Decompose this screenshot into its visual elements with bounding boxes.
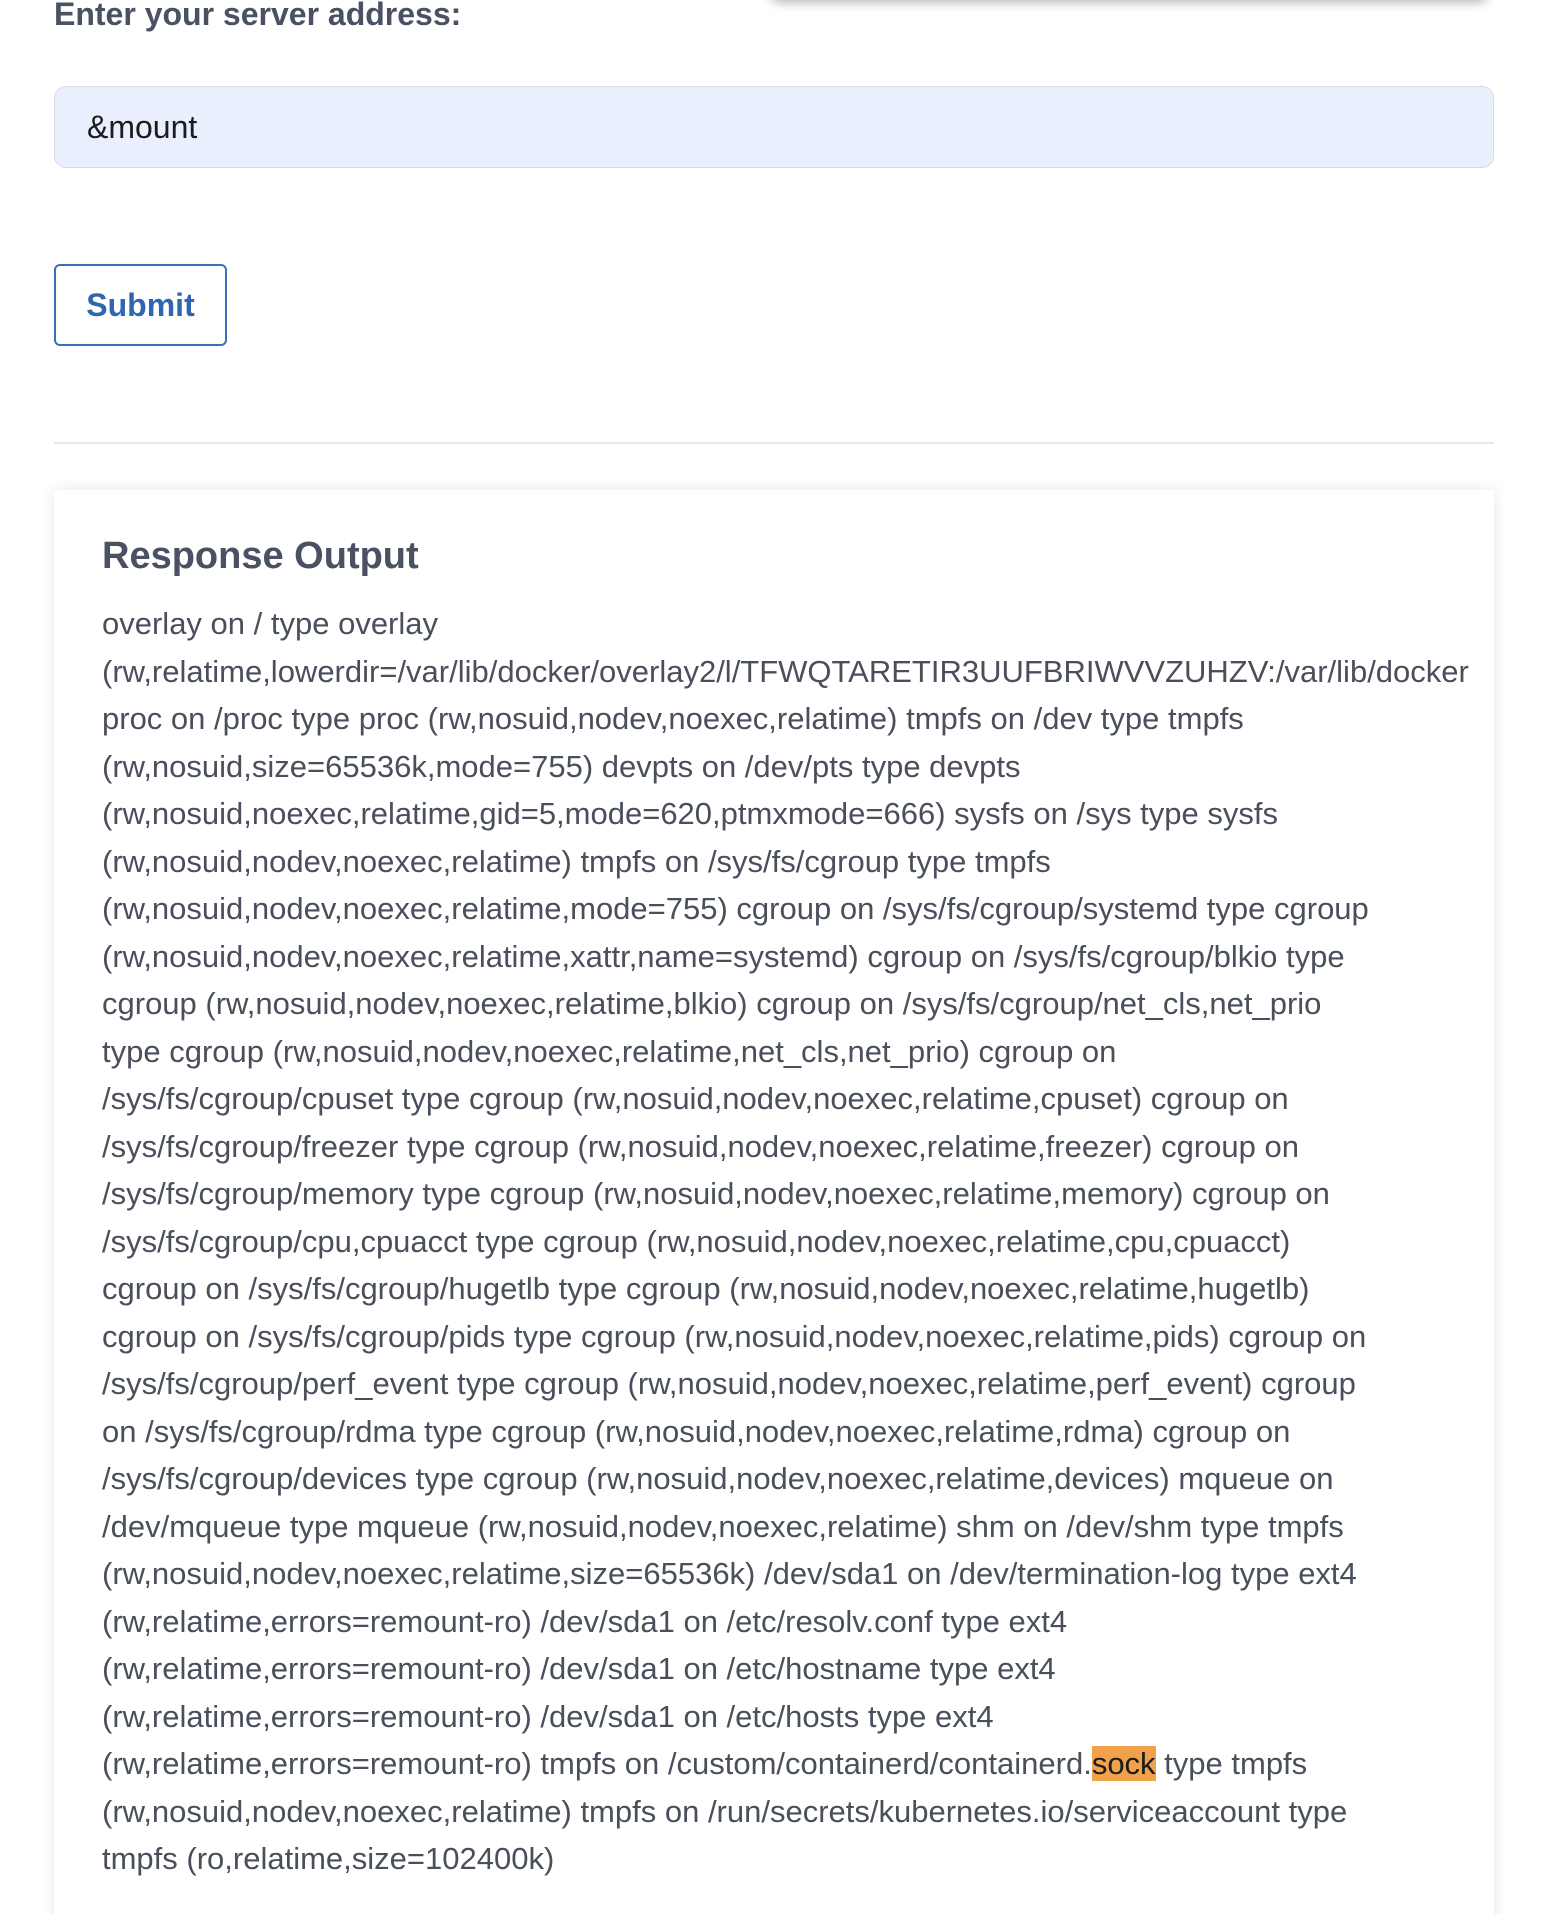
output-line: /sys/fs/cgroup/freezer type cgroup (rw,nosuid,nodev,noexec,relatime,freezer) cgroup on	[102, 1128, 1299, 1164]
output-line: (rw,relatime,lowerdir=/var/lib/docker/overlay2/l/TFWQTARETIR3UUFBRIWVVZUHZV:/var/lib/docker	[102, 653, 1469, 689]
output-line: (rw,relatime,errors=remount-ro) /dev/sda1 on /etc/hostname type ext4	[102, 1651, 1056, 1686]
output-line: cgroup (rw,nosuid,nodev,noexec,relatime,blkio) cgroup on /sys/fs/cgroup/net_cls,net_prio	[102, 986, 1322, 1021]
output-line: cgroup on /sys/fs/cgroup/pids type cgroup (rw,nosuid,nodev,noexec,relatime,pids) cgroup on	[102, 1318, 1367, 1354]
output-line: proc on /proc type proc (rw,nosuid,nodev,noexec,relatime) tmpfs on /dev type tmpfs	[102, 701, 1244, 736]
output-line: (rw,nosuid,nodev,noexec,relatime) tmpfs on /sys/fs/cgroup type tmpfs	[102, 843, 1051, 879]
output-line: /dev/mqueue type mqueue (rw,nosuid,nodev,noexec,relatime) shm on /dev/shm type tmpfs	[102, 1508, 1344, 1544]
output-line: (rw,nosuid,size=65536k,mode=755) devpts on /dev/pts type devpts	[102, 748, 1021, 784]
output-line: /sys/fs/cgroup/memory type cgroup (rw,nosuid,nodev,noexec,relatime,memory) cgroup on	[102, 1176, 1330, 1211]
output-line: (rw,relatime,errors=remount-ro) /dev/sda1 on /etc/hosts type ext4	[102, 1698, 994, 1734]
output-line: type cgroup (rw,nosuid,nodev,noexec,relatime,net_cls,net_prio) cgroup on	[102, 1033, 1117, 1069]
output-line: (rw,nosuid,nodev,noexec,relatime,size=65536k) /dev/sda1 on /dev/termination-log type ext4	[102, 1556, 1357, 1591]
response-output-text	[102, 600, 1494, 1883]
output-line: (rw,nosuid,nodev,noexec,relatime,xattr,name=systemd) cgroup on /sys/fs/cgroup/blkio type	[102, 938, 1345, 974]
server-address-label: Enter your server address:	[54, 0, 462, 32]
output-line: overlay on / type overlay	[102, 606, 439, 641]
divider	[54, 442, 1494, 444]
response-output-card	[54, 490, 1494, 1914]
output-line: /sys/fs/cgroup/perf_event type cgroup (rw,nosuid,nodev,noexec,relatime,perf_event) cgroup	[102, 1366, 1356, 1401]
submit-button[interactable]: Submit	[54, 264, 227, 346]
sock-line-before: (rw,relatime,errors=remount-ro) tmpfs on /custom/containerd/containerd.	[102, 1746, 1092, 1781]
output-line: cgroup on /sys/fs/cgroup/hugetlb type cgroup (rw,nosuid,nodev,noexec,relatime,hugetlb)	[102, 1271, 1310, 1306]
output-line: /sys/fs/cgroup/cpuset type cgroup (rw,nosuid,nodev,noexec,relatime,cpuset) cgroup on	[102, 1081, 1289, 1116]
response-output-title: Response Output	[102, 535, 419, 577]
output-line-sock	[102, 1740, 1494, 1788]
output-line: (rw,nosuid,nodev,noexec,relatime) tmpfs on /run/secrets/kubernetes.io/serviceaccount type	[102, 1793, 1348, 1829]
output-line: (rw,relatime,errors=remount-ro) /dev/sda1 on /etc/resolv.conf type ext4	[102, 1603, 1068, 1639]
server-address-input[interactable]	[54, 86, 1494, 168]
output-line: tmpfs (ro,relatime,size=102400k)	[102, 1841, 555, 1876]
output-line: /sys/fs/cgroup/cpu,cpuacct type cgroup (rw,nosuid,nodev,noexec,relatime,cpu,cpuacct)	[102, 1223, 1291, 1259]
output-line: (rw,nosuid,noexec,relatime,gid=5,mode=620,ptmxmode=666) sysfs on /sys type sysfs	[102, 796, 1279, 831]
output-line: /sys/fs/cgroup/devices type cgroup (rw,nosuid,nodev,noexec,relatime,devices) mqueue on	[102, 1461, 1334, 1496]
output-line: on /sys/fs/cgroup/rdma type cgroup (rw,nosuid,nodev,noexec,relatime,rdma) cgroup on	[102, 1413, 1291, 1449]
output-line: (rw,nosuid,nodev,noexec,relatime,mode=755) cgroup on /sys/fs/cgroup/systemd type cgroup	[102, 891, 1369, 926]
search-highlight: sock	[1091, 1746, 1156, 1781]
sock-line-after: type tmpfs	[1155, 1746, 1308, 1781]
